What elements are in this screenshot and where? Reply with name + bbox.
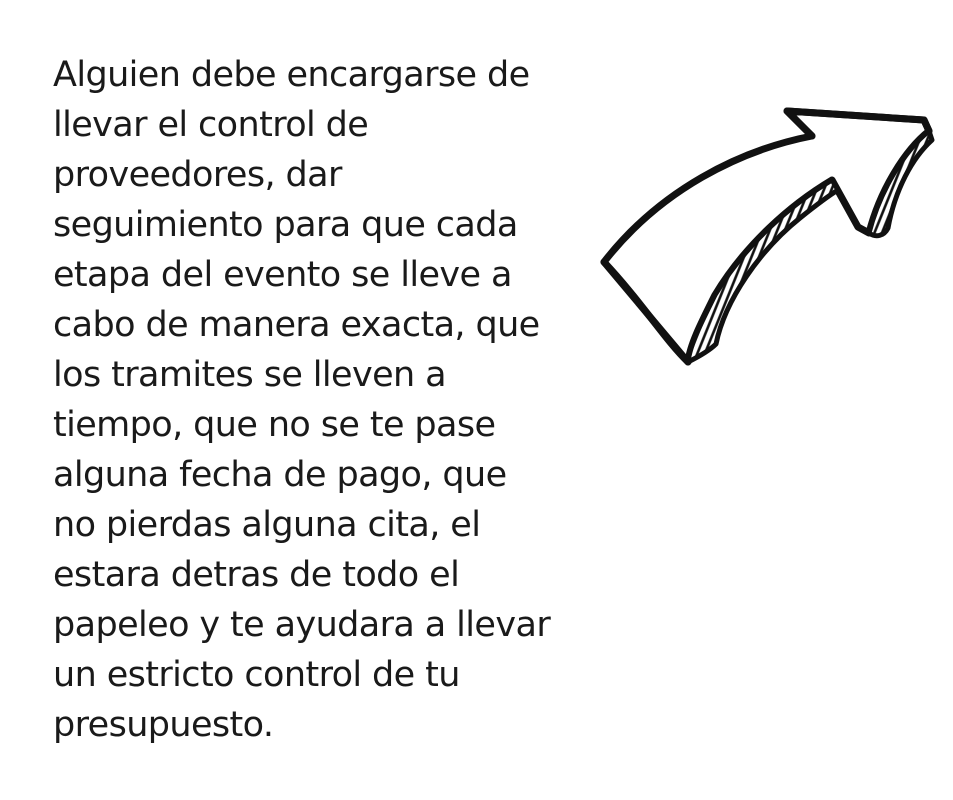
paragraph-line: no pierdas alguna cita, el: [53, 505, 481, 545]
paragraph-line: estara detras de todo el: [53, 555, 460, 595]
paragraph-line: presupuesto.: [53, 705, 274, 745]
paragraph-line: etapa del evento se lleve a: [53, 255, 512, 295]
body-paragraph: [53, 50, 613, 750]
paragraph-line: Alguien debe encargarse de: [53, 55, 530, 95]
paragraph-line: llevar el control de: [53, 105, 369, 145]
hand-drawn-curved-arrow-icon: [598, 100, 938, 370]
paragraph-line: cabo de manera exacta, que: [53, 305, 540, 345]
paragraph-line: alguna fecha de pago, que: [53, 455, 507, 495]
paragraph-line: tiempo, que no se te pase: [53, 405, 496, 445]
paragraph-line: un estricto control de tu: [53, 655, 460, 695]
paragraph-line: seguimiento para que cada: [53, 205, 518, 245]
paragraph-line: proveedores, dar: [53, 155, 342, 195]
paragraph-line: papeleo y te ayudara a llevar: [53, 605, 551, 645]
paragraph-line: los tramites se lleven a: [53, 355, 446, 395]
